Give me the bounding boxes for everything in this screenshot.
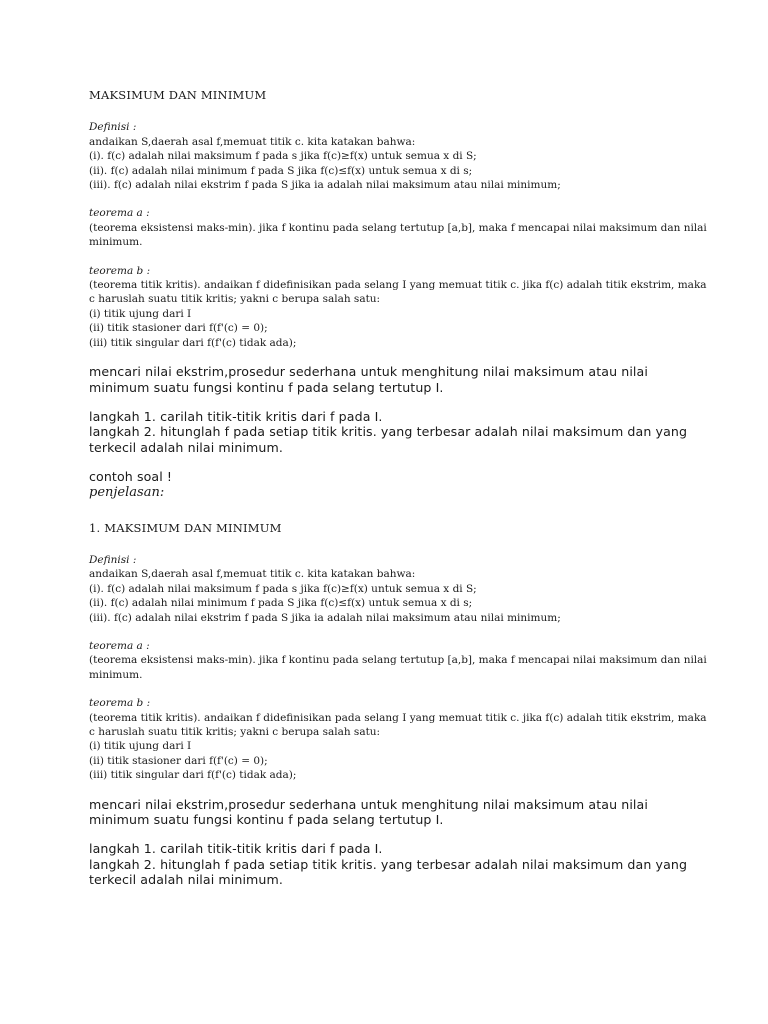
teorema-b-line: (i) titik ujung dari I — [89, 740, 192, 753]
definisi-line: (iii). f(c) adalah nilai ekstrim f pada S jika ia adalah nilai maksimum atau nilai minimum; — [89, 611, 561, 624]
definisi-line: (ii). f(c) adalah nilai minimum f pada S jika f(c)≤f(x) untuk semua x di s; — [89, 164, 473, 177]
teorema-a-label: teorema a : — [89, 207, 150, 220]
section-title: 1. MAKSIMUM DAN MINIMUM — [89, 520, 282, 535]
definisi-line: (ii). f(c) adalah nilai minimum f pada S jika f(c)≤f(x) untuk semua x di s; — [89, 597, 473, 610]
teorema-a-line: (teorema eksistensi maks-min). jika f kontinu pada selang tertutup [a,b], maka f mencapai nilai maksimum dan nilai — [89, 654, 707, 667]
section-title: MAKSIMUM DAN MINIMUM — [89, 88, 267, 102]
definisi-line: (i). f(c) adalah nilai maksimum f pada s jika f(c)≥f(x) untuk semua x di S; — [89, 582, 477, 595]
langkah-line: terkecil adalah nilai minimum. — [89, 872, 283, 888]
langkah-line: terkecil adalah nilai minimum. — [89, 439, 283, 455]
prosedur-line: mencari nilai ekstrim,prosedur sederhana untuk menghitung nilai maksimum atau nilai — [89, 364, 648, 380]
teorema-a-label: teorema a : — [89, 639, 150, 652]
teorema-b-line: (iii) titik singular dari f(f'(c) tidak ada); — [89, 336, 297, 349]
teorema-a-line: (teorema eksistensi maks-min). jika f kontinu pada selang tertutup [a,b], maka f mencapai nilai maksimum dan nilai — [89, 221, 707, 234]
teorema-b-line: c haruslah suatu titik kritis; yakni c berupa salah satu: — [89, 293, 381, 306]
teorema-b-line: (ii) titik stasioner dari f(f'(c) = 0); — [89, 322, 268, 335]
teorema-b-label: teorema b : — [89, 697, 151, 710]
definisi-line: andaikan S,daerah asal f,memuat titik c. kita katakan bahwa: — [89, 135, 416, 148]
section-1-maksimum-minimum — [89, 520, 707, 888]
langkah-line: langkah 1. carilah titik-titik kritis dari f pada I. — [89, 841, 383, 857]
document-page — [89, 88, 707, 888]
teorema-b-line: c haruslah suatu titik kritis; yakni c berupa salah satu: — [89, 726, 381, 738]
langkah-line: langkah 2. hitunglah f pada setiap titik kritis. yang terbesar adalah nilai maksimum dan yang — [89, 856, 688, 872]
teorema-a-line: minimum. — [89, 236, 143, 249]
definisi-line: (iii). f(c) adalah nilai ekstrim f pada S jika ia adalah nilai maksimum atau nilai minimum; — [89, 179, 561, 192]
prosedur-line: mencari nilai ekstrim,prosedur sederhana untuk menghitung nilai maksimum atau nilai — [89, 796, 648, 812]
teorema-b-label: teorema b : — [89, 264, 151, 277]
teorema-a-line: minimum. — [89, 668, 143, 681]
definisi-line: (i). f(c) adalah nilai maksimum f pada s jika f(c)≥f(x) untuk semua x di S; — [89, 150, 477, 163]
definisi-label: Definisi : — [89, 553, 137, 566]
teorema-b-line: (iii) titik singular dari f(f'(c) tidak ada); — [89, 769, 297, 782]
penjelasan-label: penjelasan: — [89, 484, 165, 500]
prosedur-line: minimum suatu fungsi kontinu f pada selang tertutup I. — [89, 812, 444, 828]
langkah-line: langkah 2. hitunglah f pada setiap titik kritis. yang terbesar adalah nilai maksimum dan yang — [89, 424, 688, 440]
section-maksimum-minimum — [89, 88, 707, 501]
definisi-line: andaikan S,daerah asal f,memuat titik c. kita katakan bahwa: — [89, 568, 416, 581]
teorema-b-line: (ii) titik stasioner dari f(f'(c) = 0); — [89, 754, 268, 767]
teorema-b-line: (teorema titik kritis). andaikan f didefinisikan pada selang I yang memuat titik c. jika f(c) adalah titik ekstrim, maka — [89, 279, 707, 292]
langkah-line: langkah 1. carilah titik-titik kritis dari f pada I. — [89, 408, 383, 424]
definisi-label: Definisi : — [89, 121, 137, 134]
teorema-b-line: (teorema titik kritis). andaikan f didefinisikan pada selang I yang memuat titik c. jika f(c) adalah titik ekstrim, maka — [89, 711, 707, 724]
teorema-b-line: (i) titik ujung dari I — [89, 307, 192, 320]
prosedur-line: minimum suatu fungsi kontinu f pada selang tertutup I. — [89, 379, 444, 395]
contoh-soal: contoh soal ! — [89, 469, 173, 485]
